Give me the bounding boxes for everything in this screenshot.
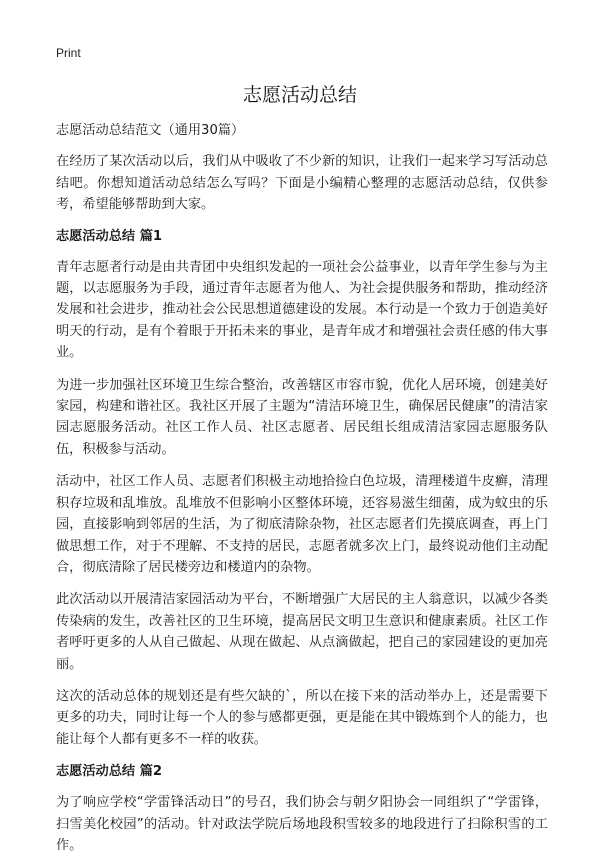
section-heading-2: 志愿活动总结 篇2 — [56, 764, 163, 780]
section-2-paragraph-1: 为了响应学校“学雷锋活动日”的号召，我们协会与朝夕阳协会一同组织了“学雷锋，扫雪美化校园”的活动。针对政法学院后场地段积雪较多的地段进行了扫除积雪的工作。 — [56, 795, 548, 853]
section-1-paragraph-1: 青年志愿者行动是由共青团中央组织发起的一项社会公益事业，以青年学生参与为主题，以志愿服务为手段，通过青年志愿者为他人、为社会提供服务和帮助，推动经济发展和社会进步，推动社会公民思想道德建设的发展。本行动是一个致力于创造美好明天的行动，是有个着眼于开拓未来的事业，是青年成才和增强社会责任感的伟大事业。 — [56, 259, 548, 361]
document-body — [56, 120, 548, 867]
section-heading-1: 志愿活动总结 篇1 — [56, 228, 163, 244]
section-1-paragraph-2: 为进一步加强社区环境卫生综合整治，改善辖区市容市貌，优化人居环境，创建美好家园，构建和谐社区。我社区开展了主题为“清洁环境卫生，确保居民健康”的清洁家园志愿服务活动。社区工作人员、社区志愿者、居民组长组成清洁家园志愿服务队伍，积极参与活动。 — [56, 377, 548, 457]
print-link[interactable]: Print — [56, 46, 81, 60]
section-1-paragraph-4: 此次活动以开展清洁家园活动为平台，不断增强广大居民的主人翁意识，以减少各类传染病的发生，改善社区的卫生环境，提高居民文明卫生意识和健康素质。社区工作者呼吁更多的人从自己做起、从现在做起、从点滴做起，把自己的家园建设的更加亮丽。 — [56, 592, 548, 672]
document-title: 志愿活动总结 — [242, 84, 357, 106]
intro-paragraph: 在经历了某次活动以后，我们从中吸收了不少新的知识，让我们一起来学习写活动总结吧。你想知道活动总结怎么写吗？下面是小编精心整理的志愿活动总结，仅供参考，希望能够帮助到大家。 — [56, 154, 548, 213]
document-subtitle: 志愿活动总结范文（通用30篇） — [56, 123, 245, 138]
section-1-paragraph-5: 这次的活动总体的规划还是有些欠缺的`，所以在接下来的活动举办上，还是需要下更多的功夫，同时让每一个人的参与感都更强，更是能在其中锻炼到个人的能力，也能让每个人都有更多不一样的收获。 — [56, 688, 548, 747]
section-1-paragraph-3: 活动中，社区工作人员、志愿者们积极主动地拾捡白色垃圾，清理楼道牛皮癣，清理积存垃圾和乱堆放。乱堆放不但影响小区整体环境，还容易滋生细菌，成为蚊虫的乐园，直接影响到邻居的生活，为了彻底清除杂物，社区志愿者们先摸底调查，再上门做思想工作，对于不理解、不支持的居民，志愿者就多次上门，最终说动他们主动配合，彻底清除了居民楼旁边和楼道内的杂物。 — [56, 474, 548, 575]
